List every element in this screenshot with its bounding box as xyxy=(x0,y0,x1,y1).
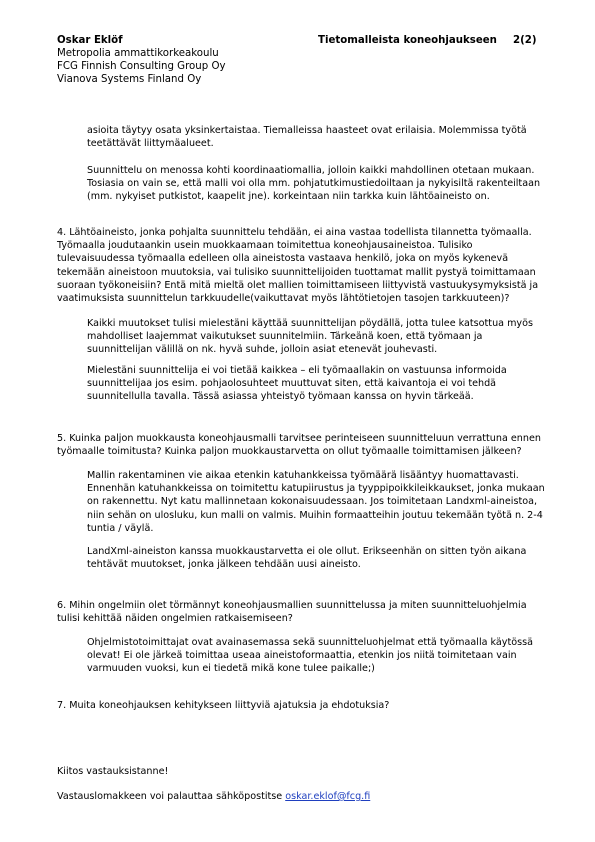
text-line: on rakennettu. Nyt katu mallinnetaan kokonaisuudessaan. Jos toimitetaan Landxml-aineistoa, xyxy=(87,496,538,508)
organization-1: Metropolia ammattikorkeakoulu xyxy=(57,48,219,59)
text-line: suunnittelijan välillä on nk. hyvä suhde, jolloin asiat etenevät jouhevasti. xyxy=(87,344,438,356)
text-line: 6. Mihin ongelmiin olet törmännyt koneohjausmallien suunnittelussa ja miten suunnitteluohjelmia xyxy=(57,600,527,611)
text-line: varmuuden vuoksi, kun ei tiedetä mikä kone tulee paikalle;) xyxy=(87,663,375,675)
question-6 xyxy=(57,599,555,625)
answer-paragraph xyxy=(87,164,557,204)
return-text: Vastauslomakkeen voi palauttaa sähköpostitse xyxy=(57,791,286,802)
organization-3: Vianova Systems Finland Oy xyxy=(57,74,202,85)
answer-paragraph xyxy=(87,124,557,150)
return-instructions xyxy=(57,790,555,803)
header-author-block xyxy=(57,34,226,86)
text-line: 7. Muita koneohjauksen kehitykseen liittyviä ajatuksia ja ehdotuksia? xyxy=(57,700,390,711)
text-line: suoraan työkoneisiin? Entä mitä mieltä olet mallien toimittamiseen liittyvistä vastuukysymyksistä ja xyxy=(57,279,539,291)
email-link[interactable]: oskar.eklof@fcg.fi xyxy=(285,791,371,802)
organization-2: FCG Finnish Consulting Group Oy xyxy=(57,61,226,72)
text-line: Tosiasia on vain se, että malli voi olla mm. pohjatutkimustiedoiltaan ja nykyisiltä rakenteiltaan xyxy=(87,178,541,190)
question-5 xyxy=(57,432,555,458)
question-7 xyxy=(57,699,555,712)
text-line: 4. Lähtöaineisto, jonka pohjalta suunnittelu tehdään, ei aina vastaa todellista tilannetta työmaalla. xyxy=(57,227,532,238)
text-line: 5. Kuinka paljon muokkausta koneohjausmalli tarvitsee perinteiseen suunnitteluun verrattuna ennen xyxy=(57,433,541,444)
text-line: tuntia / väylä. xyxy=(87,522,154,534)
text-line: Kiitos vastauksistanne! xyxy=(57,766,169,777)
text-line: suunnittelijaa jos esim. pohjaolosuhteet muuttuvat siten, että kaivantoja ei voi tehdä xyxy=(87,378,497,390)
answer-paragraph xyxy=(87,469,557,535)
text-line: työmaalle toimitusta? Kuinka paljon muokkaustarvetta on ollut työmaalle toimittamisen jälkeen? xyxy=(57,446,522,458)
text-line: Ennenhän katuhankkeissa on toimitettu katupiirustus ja tyyppipoikkileikkaukset, jonka mukaan xyxy=(87,483,545,495)
document-title: Tietomalleista koneohjaukseen xyxy=(318,35,497,46)
text-line: olevat! Ei ole järkeä toimittaa useaa aineistoformaattia, etenkin jos niitä toimitetaan vain xyxy=(87,650,517,662)
answer-paragraph xyxy=(87,364,557,404)
answer-paragraph xyxy=(87,636,557,676)
text-line: vaatimuksista suunnittelun tarkkuudelle(vaikuttavat myös lähtötietojen tasojen tarkkuuteen)? xyxy=(57,293,510,305)
text-line: niin sehän on ulosluku, kun malli on valmis. Muihin formaatteihin joutuu tekemään työtä n. 2-4 xyxy=(87,509,543,521)
text-line: teetättävät liittymäalueet. xyxy=(87,138,214,150)
text-line: mahdolliset laajemmat vaikutukset suunnitelmiin. Tärkeänä koen, että työmaan ja xyxy=(87,331,483,343)
text-line: Kaikki muutokset tulisi mielestäni käyttää suunnittelijan pöydällä, jotta tulee katsottua myös xyxy=(87,318,533,329)
answer-paragraph xyxy=(87,545,557,571)
page-number: 2(2) xyxy=(513,35,537,46)
text-line: tulisi kehittää näiden ongelmien ratkaisemiseen? xyxy=(57,613,293,625)
text-line: tekemään aineistoon muutoksia, vai tulisiko suunnittelijoiden tuottamat mallit pystyä toimittamaan xyxy=(57,266,536,278)
text-line: Työmaalla joudutaankin usein muokkaamaan toimitettua koneohjausaineistoa. Tulisiko xyxy=(57,240,473,252)
text-line: suunnitellulla tavalla. Tässä asiassa yhteistyö työmaan kanssa on hyvin tärkeää. xyxy=(87,391,474,403)
author-name: Oskar Eklöf xyxy=(57,35,123,46)
text-line: tehtävät muutokset, jonka jälkeen tehdään uusi aineisto. xyxy=(87,559,361,571)
text-line: Mielestäni suunnittelija ei voi tietää kaikkea – eli työmaallakin on vastuunsa informoida xyxy=(87,365,507,376)
answer-paragraph xyxy=(87,317,557,357)
text-line: Suunnittelu on menossa kohti koordinaatiomallia, jolloin kaikki mahdollinen otetaan mukaan. xyxy=(87,165,535,176)
text-line: (mm. nykyiset putkistot, kaapelit jne). korkeintaan niin tarkka kuin lähtöaineisto on. xyxy=(87,191,490,203)
thanks-text xyxy=(57,765,555,778)
text-line: Ohjelmistotoimittajat ovat avainasemassa sekä suunnitteluohjelmat että työmaalla käytössä xyxy=(87,637,533,648)
text-line: LandXml-aineiston kanssa muokkaustarvetta ei ole ollut. Erikseenhän on sitten työn aikana xyxy=(87,546,527,557)
text-line: Mallin rakentaminen vie aikaa etenkin katuhankkeissa työmäärä lisääntyy huomattavasti. xyxy=(87,470,519,481)
text-line: tulevaisuudessa työmaalla edelleen olla aineistosta vastaava henkilö, joka on myös kykenevä xyxy=(57,253,509,265)
question-4 xyxy=(57,226,555,305)
text-line: asioita täytyy osata yksinkertaistaa. Tiemalleissa haasteet ovat erilaisia. Molemmissa työtä xyxy=(87,125,527,136)
